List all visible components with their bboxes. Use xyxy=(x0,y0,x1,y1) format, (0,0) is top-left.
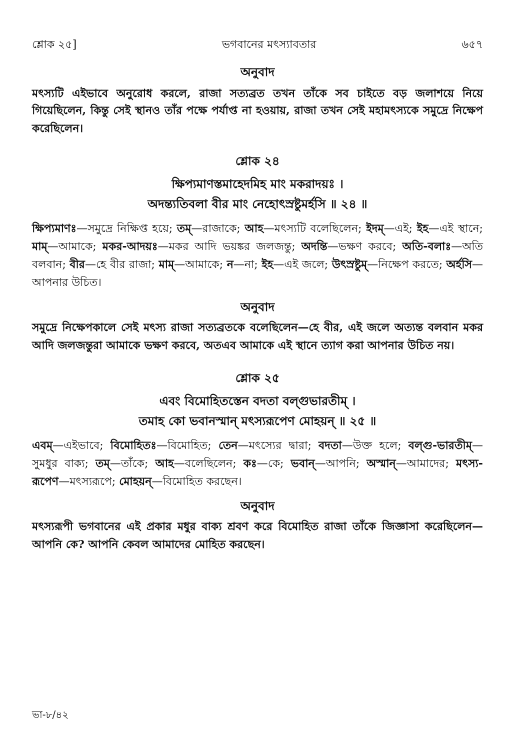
verse25-synonym-word: বিমোহিতঃ xyxy=(110,439,157,453)
translation-heading-2: অনুবাদ xyxy=(240,299,275,314)
header-verse-ref: শ্লোক ২৫] xyxy=(32,38,77,51)
verse24-synonym-meaning: —আপনার উচিত। xyxy=(32,258,483,289)
verse24-synonym-word: অতি-বলাঃ xyxy=(402,240,452,254)
verse25-synonym-meaning: —উক্ত হলে; xyxy=(341,439,409,453)
verse25-synonym-meaning: —কে; xyxy=(256,457,291,471)
verse24-synonym-meaning: —এই স্থানে; xyxy=(428,222,483,236)
verse24-synonym-word: মাম্ xyxy=(158,258,175,272)
verse24-synonym-word: বীর xyxy=(69,258,85,272)
verse25-synonym-word: বল্গু-ভারতীম্ xyxy=(408,439,472,453)
verse24-synonym-meaning: —আমাকে; xyxy=(174,258,227,272)
verse24-synonym-word: আহ xyxy=(244,222,264,236)
verse25-synonym-word: ভবান্ xyxy=(290,457,315,471)
header-chapter-title: ভগবানের মৎস্যাবতার xyxy=(221,38,317,51)
translation-text-1: মৎস্যটি এইভাবে অনুরোধ করলে, রাজা সত্যব্রত তখন তাঁকে সব চাইতে বড় জলাশয়ে নিয়ে গিয়েছিলেন, কিন্তু সেই স্থানও তাঁর পক্ষে পর্যাপ্ত না হওয়ায়, রাজা তখন সেই মহামৎস্যকে সমুদ্রে নিক্ষেপ করেছিলেন। xyxy=(32,86,483,136)
verse24-synonym-word: ইহ xyxy=(416,222,429,236)
verse-25-line-1: এবং বিমোহিতস্তেন বদতা বল্গুভারতীম্ । xyxy=(159,393,356,408)
verse-24-line-1: ক্ষিপ্যমাণস্তমাহেদমিহ মাং মকরাদয়ঃ । xyxy=(171,176,344,191)
verse-25-synonyms xyxy=(32,437,483,490)
page-header xyxy=(32,36,483,53)
verse25-synonym-meaning: —বিমোহিত; xyxy=(156,439,219,453)
verse25-synonym-word: মোহয়ন্ xyxy=(119,474,152,488)
verse24-synonym-word: ইহ xyxy=(261,258,274,272)
verse24-synonym-word: মকর-আদয়ঃ xyxy=(102,240,158,254)
verse25-synonym-meaning: —আমাদের; xyxy=(395,457,456,471)
verse25-synonym-word: তেন xyxy=(218,439,238,453)
verse-25-heading: শ্লোক ২৫ xyxy=(235,370,280,385)
verse25-synonym-meaning: —মৎস্যের দ্বারা; xyxy=(237,439,319,453)
verse25-synonym-meaning: —মৎস্যরূপে; xyxy=(58,474,120,488)
verse-24-text xyxy=(32,174,483,215)
verse24-synonym-meaning: —নিক্ষেপ করতে; xyxy=(367,258,447,272)
verse24-synonym-meaning: —সমুদ্রে নিক্ষিপ্ত হয়ে; xyxy=(76,222,177,236)
verse25-synonym-meaning: —বিমোহিত করছেন। xyxy=(151,474,242,488)
translation-text-2: সমুদ্রে নিক্ষেপকালে সেই মৎস্য রাজা সত্যব্রতকে বলেছিলেন—হে বীর, এই জলে অত্যন্ত বলবান মকর আদি জলজন্তুরা আমাকে ভক্ষণ করবে, অতএব আমাকে এই স্থানে ত্যাগ করা আপনার উচিত নয়। xyxy=(32,321,483,353)
verse25-synonym-meaning: —আপনি; xyxy=(314,457,367,471)
verse25-synonym-word: অস্মান্ xyxy=(366,457,396,471)
verse24-synonym-meaning: —আমাকে; xyxy=(47,240,103,254)
verse24-synonym-meaning: —এই; xyxy=(383,222,417,236)
verse24-synonym-meaning: —এই জলে; xyxy=(273,258,332,272)
verse25-synonym-word: বদতা xyxy=(318,439,342,453)
verse25-synonym-word: তম্ xyxy=(95,457,110,471)
verse25-synonym-meaning: —বলেছিলেন; xyxy=(173,457,244,471)
verse-24-line-2: অদন্ত্যতিবলা বীর মাং নেহোৎস্রষ্টুমর্হসি ॥ ২৪ ॥ xyxy=(147,197,368,212)
verse-25-text xyxy=(32,391,483,432)
verse24-synonym-meaning: —ভক্ষণ করবে; xyxy=(327,240,403,254)
verse24-synonym-word: উৎস্রষ্টুম্ xyxy=(331,258,368,272)
verse-24-heading: শ্লোক ২৪ xyxy=(235,154,280,169)
translation-heading-3: অনুবাদ xyxy=(240,498,275,513)
verse24-synonym-word: ইদম্ xyxy=(366,222,384,236)
verse25-synonym-meaning: —সুমধুর বাক্য; xyxy=(32,439,483,471)
verse24-synonym-meaning: —না; xyxy=(233,258,262,272)
verse25-synonym-word: কঃ xyxy=(243,457,257,471)
verse24-synonym-meaning: —হে বীর রাজা; xyxy=(84,258,159,272)
verse24-synonym-word: তম্ xyxy=(176,222,192,236)
verse24-synonym-word: ন xyxy=(226,258,234,272)
verse24-synonym-word: অর্হসি xyxy=(446,258,472,272)
verse25-synonym-word: মৎস্য-রূপেণ xyxy=(32,457,483,488)
verse24-synonym-word: ক্ষিপ্যমাণঃ xyxy=(32,222,77,236)
verse24-synonym-meaning: —মকর আদি ভয়ঙ্কর জলজন্তু; xyxy=(157,240,302,254)
verse-25-line-2: তমাহ কো ভবানস্মান্ মৎস্যরূপেণ মোহয়ন্ ॥ ২৫ ॥ xyxy=(138,413,377,428)
page-footer-signature: ভা-৮/৪২ xyxy=(32,710,69,721)
header-page-number: ৬৫৭ xyxy=(461,38,483,51)
verse25-synonym-word: আহ xyxy=(155,457,174,471)
verse-24-synonyms xyxy=(32,220,483,291)
verse24-synonym-meaning: —মৎস্যটি বলেছিলেন; xyxy=(263,222,367,236)
translation-text-3: মৎস্যরূপী ভগবানের এই প্রকার মধুর বাক্য শ্রবণ করে বিমোহিত রাজা তাঁকে জিজ্ঞাসা করেছিলেন—আপনি কে? আপনি কেবল আমাদের মোহিত করছেন। xyxy=(32,520,483,552)
verse25-synonym-word: এবম্ xyxy=(32,439,53,453)
verse24-synonym-word: অদন্তি xyxy=(301,240,328,254)
verse25-synonym-meaning: —তাঁকে; xyxy=(109,457,156,471)
verse24-synonym-meaning: —অতি বলবান; xyxy=(32,240,484,272)
translation-heading-1: অনুবাদ xyxy=(240,65,275,80)
verse24-synonym-meaning: —রাজাকে; xyxy=(191,222,245,236)
verse25-synonym-meaning: —এইভাবে; xyxy=(52,439,111,453)
verse24-synonym-word: মাম্ xyxy=(32,240,48,254)
